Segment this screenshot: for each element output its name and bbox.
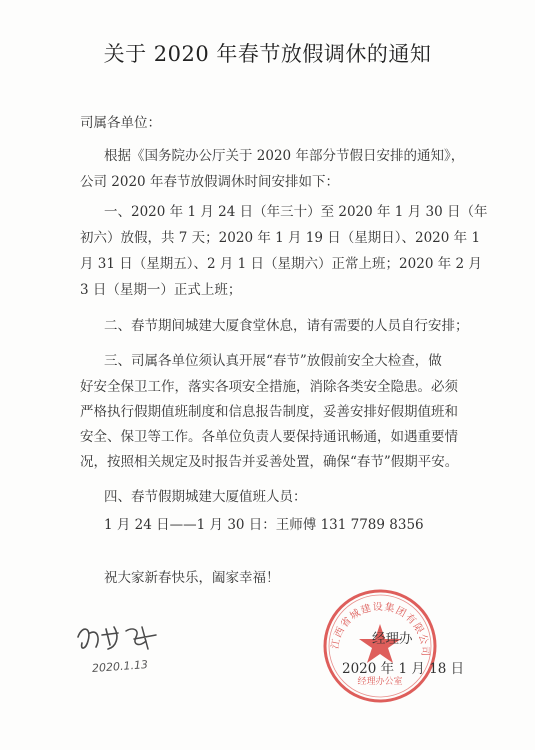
intro-line-2: 公司 2020 年春节放假调休时间安排如下： <box>80 174 339 190</box>
new-year-wish: 祝大家新春快乐，阖家幸福！ <box>104 570 280 586</box>
item1-line-2: 初六）放假，共 7 天；2020 年 1 月 19 日（星期日）、2020 年 1 <box>80 230 481 246</box>
salutation: 司属各单位： <box>80 115 161 131</box>
item3-line-4: 安全、保卫等工作。各单位负责人要保持通讯畅通，如遇重要情 <box>80 429 458 445</box>
intro-line-1: 根据《国务院办公厅关于 2020 年部分节假日安排的通知》， <box>104 148 465 164</box>
item1-line-3: 月 31 日（星期五）、2 月 1 日（星期六）正常上班；2020 年 2 月 <box>80 256 482 272</box>
item2-text: 二、春节期间城建大厦食堂休息，请有需要的人员自行安排； <box>104 318 469 334</box>
duty-schedule: 1 月 24 日——1 月 30 日：王师傅 131 7789 8356 <box>104 517 424 533</box>
notice-title: 关于 2020 年春节放假调休的通知 <box>103 42 432 66</box>
signature-date: 2020 年 1 月 18 日 <box>342 661 465 677</box>
item3-line-2: 好安全保卫工作，落实各项安全措施，消除各类安全隐患。必须 <box>80 379 458 395</box>
item3-line-5: 况，按照相关规定及时报告并妥善处置，确保“春节”假期平安。 <box>80 454 459 470</box>
signature-department: 经理办 <box>372 631 413 647</box>
item4-text: 四、春节假期城建大厦值班人员： <box>104 489 307 505</box>
item3-line-1: 三、司属各单位须认真开展“春节”放假前安全大检查，做 <box>104 353 442 369</box>
item1-line-1: 一、2020 年 1 月 24 日（年三十）至 2020 年 1 月 30 日（年 <box>104 204 488 220</box>
svg-text:江西省城建设集团有限公司: 江西省城建设集团有限公司 <box>329 601 431 658</box>
svg-text:经理办公室: 经理办公室 <box>357 677 403 687</box>
item1-line-4: 3 日（星期一）正式上班； <box>80 282 242 298</box>
item3-line-3: 严格执行假期值班制度和信息报告制度，妥善安排好假期值班和 <box>80 404 458 420</box>
handwritten-date: 2020.1.13 <box>91 658 149 675</box>
